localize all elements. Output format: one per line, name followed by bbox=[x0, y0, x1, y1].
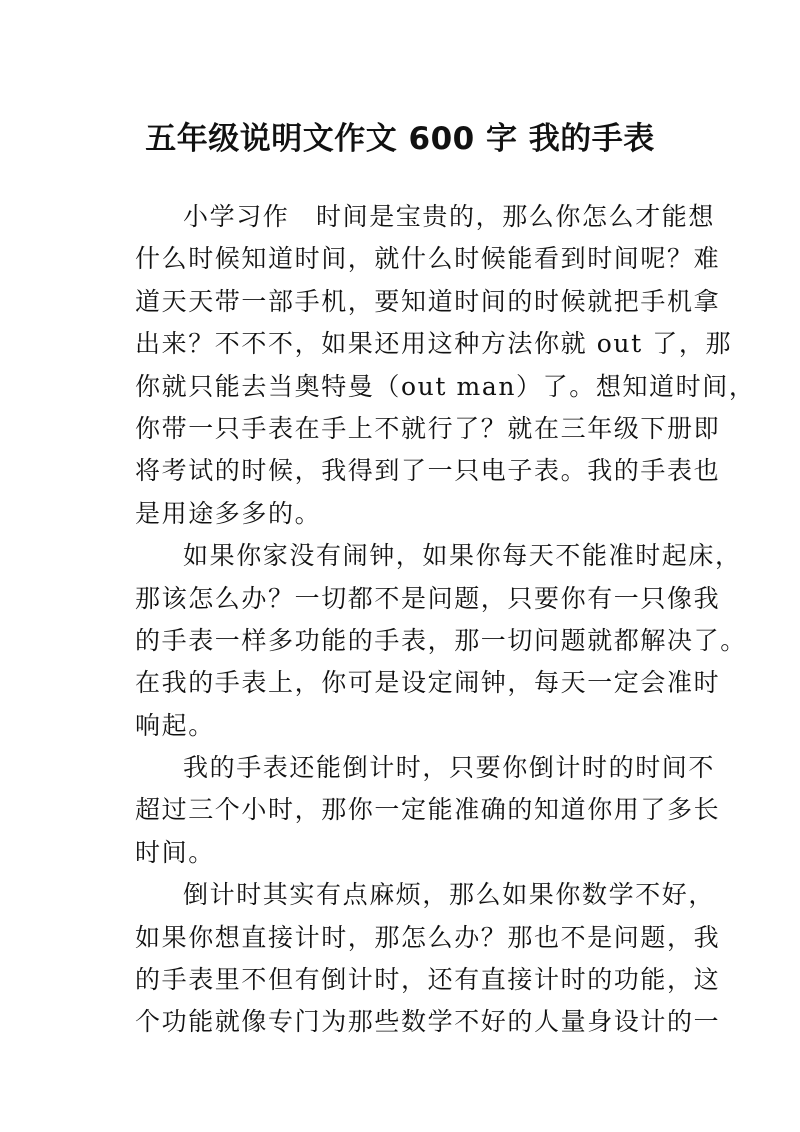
text-line: 时间。 bbox=[135, 837, 215, 867]
text-line: 响起。 bbox=[135, 710, 215, 740]
text-line: 什么时候知道时间，就什么时候能看到时间呢？难 bbox=[135, 244, 721, 274]
text-line: 你就只能去当奥特曼（out man）了。想知道时间， bbox=[135, 371, 756, 401]
text-line: 我的手表还能倒计时，只要你倒计时的时间不 bbox=[183, 753, 716, 783]
text-line: 在我的手表上，你可是设定闹钟，每天一定会准时 bbox=[135, 668, 721, 698]
text-line: 你带一只手表在手上不就行了？就在三年级下册即 bbox=[135, 413, 721, 443]
text-line: 如果你想直接计时，那怎么办？那也不是问题，我 bbox=[135, 922, 721, 952]
text-line: 出来？不不不，如果还用这种方法你就 out 了，那 bbox=[135, 329, 733, 359]
paragraph bbox=[135, 874, 721, 1044]
document-body bbox=[135, 196, 756, 1044]
text-line: 是用途多多的。 bbox=[135, 498, 322, 528]
text-line: 如果你家没有闹钟，如果你每天不能准时起床， bbox=[183, 541, 742, 571]
text-line: 个功能就像专门为那些数学不好的人量身设计的一 bbox=[135, 1007, 721, 1037]
paragraph bbox=[135, 196, 756, 535]
text-line: 那该怎么办？一切都不是问题，只要你有一只像我 bbox=[135, 583, 721, 613]
text-line: 将考试的时候，我得到了一只电子表。我的手表也 bbox=[135, 456, 721, 486]
text-line: 的手表一样多功能的手表，那一切问题就都解决了。 bbox=[135, 625, 747, 655]
paragraph bbox=[135, 535, 747, 747]
text-line: 倒计时其实有点麻烦，那么如果你数学不好， bbox=[183, 880, 716, 910]
text-line: 超过三个小时，那你一定能准确的知道你用了多长 bbox=[135, 795, 721, 825]
paragraph bbox=[135, 747, 721, 874]
text-line: 道天天带一部手机，要知道时间的时候就把手机拿 bbox=[135, 286, 721, 316]
text-line: 小学习作 时间是宝贵的，那么你怎么才能想 bbox=[183, 202, 716, 231]
text-line: 的手表里不但有倒计时，还有直接计时的功能，这 bbox=[135, 965, 721, 995]
document-title: 五年级说明文作文 600 字 我的手表 bbox=[145, 120, 655, 157]
